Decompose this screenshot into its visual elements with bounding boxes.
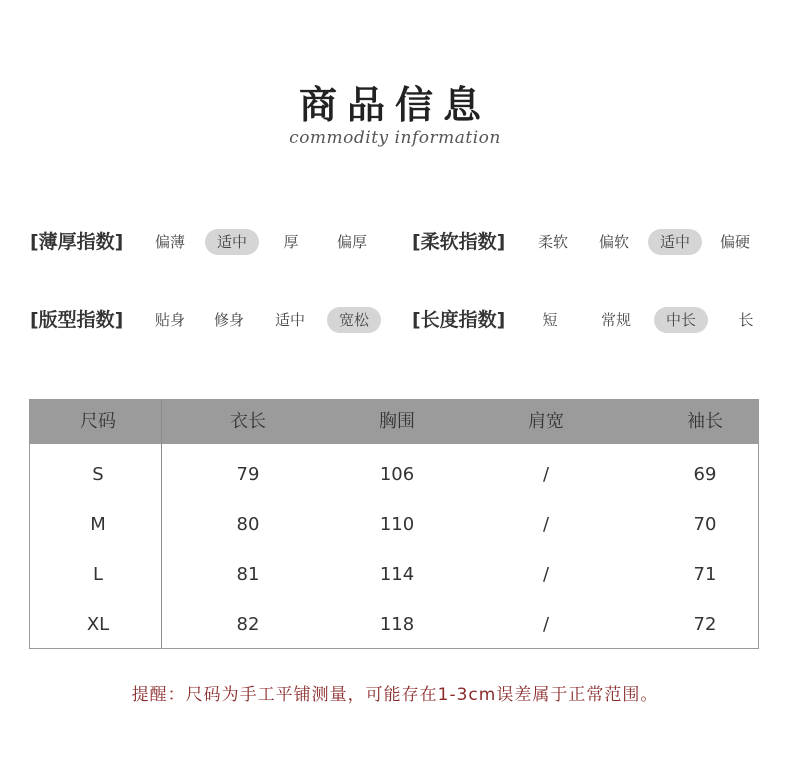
fit-option: 修身 <box>213 311 244 329</box>
column-divider <box>161 400 162 648</box>
thickness-option: 适中 <box>205 229 259 255</box>
cell-size: L <box>92 564 104 585</box>
softness-option: 适中 <box>648 229 702 255</box>
length-option: 短 <box>542 311 558 329</box>
cell-chest: 114 <box>379 564 415 585</box>
header-shoulder: 肩宽 <box>528 411 564 432</box>
cell-chest: 110 <box>379 514 415 535</box>
page-subtitle: commodity information <box>289 128 501 148</box>
page-title: 商品信息 <box>298 83 491 127</box>
cell-chest: 106 <box>379 464 415 485</box>
softness-index-label: [柔软指数] <box>412 231 506 253</box>
thickness-option: 偏薄 <box>154 233 185 251</box>
thickness-option: 厚 <box>283 233 299 251</box>
table-header-row <box>30 400 758 444</box>
header-sleeve: 袖长 <box>687 411 723 432</box>
length-option: 长 <box>738 311 754 329</box>
length-index-label: [长度指数] <box>412 309 506 331</box>
cell-length: 81 <box>236 564 260 585</box>
length-option: 中长 <box>654 307 708 333</box>
size-table <box>29 399 759 649</box>
cell-size: S <box>92 464 104 485</box>
index-row-2 <box>0 303 790 337</box>
length-option: 常规 <box>600 311 631 329</box>
index-row-1 <box>0 225 790 259</box>
softness-option: 偏软 <box>598 233 629 251</box>
cell-chest: 118 <box>379 614 415 635</box>
cell-size: M <box>90 514 106 535</box>
cell-shoulder: / <box>542 514 550 535</box>
cell-shoulder: / <box>542 564 550 585</box>
cell-sleeve: 69 <box>693 464 717 485</box>
header-chest: 胸围 <box>379 411 415 432</box>
fit-option: 贴身 <box>154 311 185 329</box>
cell-size: XL <box>86 614 110 635</box>
fit-index-label: [版型指数] <box>30 309 124 331</box>
softness-option: 柔软 <box>537 233 568 251</box>
softness-option: 偏硬 <box>719 233 750 251</box>
measurement-note: 提醒：尺码为手工平铺测量，可能存在1-3cm误差属于正常范围。 <box>131 685 659 705</box>
cell-length: 80 <box>236 514 260 535</box>
header-size: 尺码 <box>80 411 116 432</box>
thickness-option: 偏厚 <box>336 233 367 251</box>
cell-sleeve: 70 <box>693 514 717 535</box>
thickness-index-label: [薄厚指数] <box>30 231 124 253</box>
fit-option: 适中 <box>274 311 305 329</box>
cell-shoulder: / <box>542 614 550 635</box>
cell-shoulder: / <box>542 464 550 485</box>
cell-length: 79 <box>236 464 260 485</box>
cell-sleeve: 72 <box>693 614 717 635</box>
cell-sleeve: 71 <box>693 564 717 585</box>
cell-length: 82 <box>236 614 260 635</box>
header-length: 衣长 <box>230 411 266 432</box>
fit-option: 宽松 <box>327 307 381 333</box>
